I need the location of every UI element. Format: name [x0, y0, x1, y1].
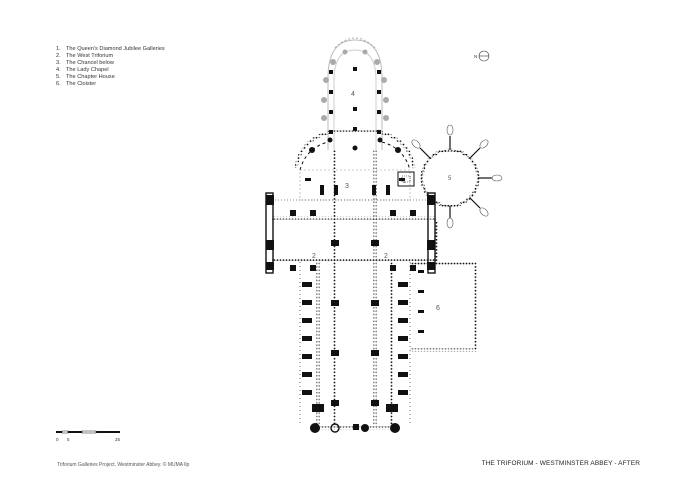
lady-chapel-label: 4 — [351, 91, 355, 98]
scale-tick-5: 5 — [67, 437, 70, 442]
scale-tick-25: 25 — [115, 437, 121, 442]
lady-chapel-piers — [329, 67, 381, 134]
credit-text: Triforium Galleries Project, Westminster Abbey. © MUMA llp — [57, 462, 190, 468]
svg-text:N: N — [474, 54, 478, 59]
north-arrow — [474, 51, 489, 61]
transepts — [266, 193, 436, 273]
legend-item: 3. The Chancel below — [56, 60, 114, 67]
drawing-title: THE TRIFORIUM - WESTMINSTER ABBEY - AFTER — [481, 460, 640, 467]
chancel — [300, 170, 414, 200]
legend-item: 4. The Lady Chapel — [56, 67, 109, 74]
west-front — [310, 423, 400, 433]
triforium-label-right: 2 — [384, 253, 388, 260]
chevet — [296, 132, 414, 170]
svg-text:3: 3 — [345, 183, 349, 190]
galleries-label: 1 — [403, 179, 406, 184]
nave-aisles — [300, 150, 410, 425]
triforium-label-left: 2 — [312, 253, 316, 260]
legend-item: 6. The Cloister — [56, 81, 97, 88]
chapter-house — [410, 125, 502, 228]
legend-item: 1. The Queen's Diamond Jubilee Galleries — [56, 46, 165, 52]
svg-text:6: 6 — [436, 305, 440, 312]
cloister — [410, 220, 475, 350]
legend-item: 5. The Chapter House — [56, 74, 115, 81]
scale-tick-0: 0 — [56, 437, 59, 442]
legend-item: 2. The West Triforium — [56, 53, 114, 60]
scale-labels — [56, 428, 126, 444]
svg-text:5: 5 — [448, 176, 452, 182]
